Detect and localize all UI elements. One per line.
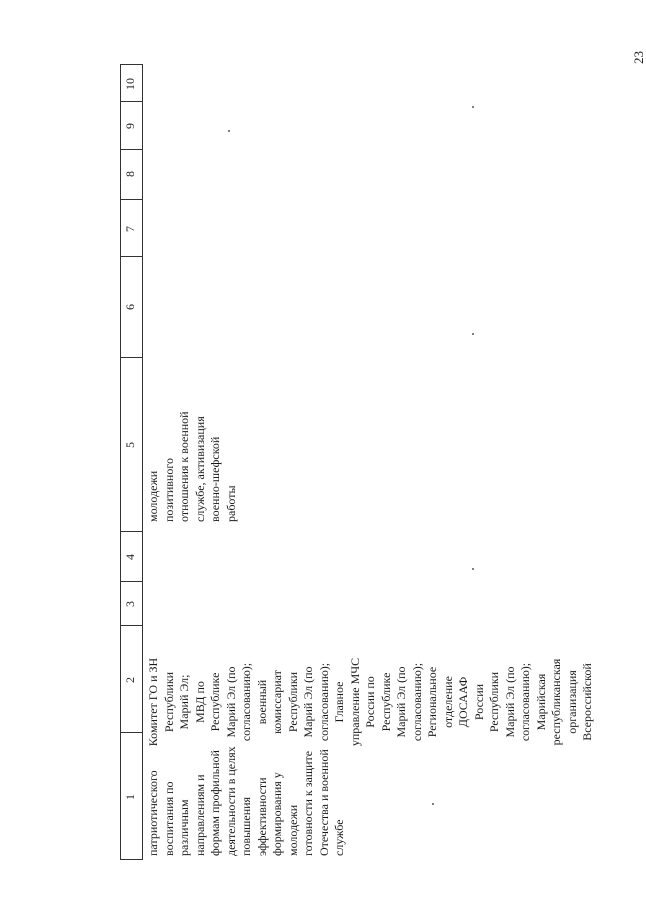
scan-dot [472,333,474,335]
col-sep [120,357,142,358]
header-cell: 3 [123,601,137,607]
cell-line: Всероссийской [580,663,594,741]
page-number: 23 [631,51,646,64]
cell-line: республиканская [549,658,563,746]
cell-line: отношения к военной [177,411,191,522]
col-sep [120,149,142,150]
col-sep [120,625,142,626]
scan-dot [472,106,474,108]
cell-line: МВД по [192,681,207,723]
cell-col2 [146,642,596,762]
header-cell: 5 [123,442,137,448]
cell-line: молодежи [285,804,300,856]
cell-line: Марий Эл (по [301,666,315,738]
table-top-rule [120,64,121,860]
scan-dot [228,130,230,132]
col-sep [120,732,142,733]
cell-line: службе, активизация [192,416,207,522]
header-cell: 4 [123,554,137,560]
cell-line: военный [254,679,269,725]
cell-line: Марийская [533,673,548,731]
cell-line: Марий Эл (по [394,666,408,738]
cell-line: Главное [332,681,346,723]
cell-line: Республики [487,671,501,733]
cell-col5 [146,362,239,522]
cell-line: Отечества и военной [316,749,331,856]
cell-line: формирования у [270,772,284,856]
col-sep [120,101,142,102]
header-cell: 6 [123,304,137,310]
cell-line: России [471,683,486,721]
cell-line: согласованию); [316,662,331,742]
header-cell: 10 [123,78,137,90]
header-cell: 8 [123,171,137,177]
cell-line: Комитет ГО и ЗН [146,657,160,747]
cell-line: различным [177,799,191,856]
cell-line: организация [564,670,579,734]
cell-line: готовности к защите [301,750,315,856]
cell-line: управление МЧС [347,657,362,747]
col-sep [120,859,142,860]
col-sep [120,64,142,65]
header-cell: 2 [123,677,137,683]
cell-line: Республике [208,672,222,732]
col-sep [120,199,142,200]
cell-line: службе [332,819,346,856]
header-cell: 7 [123,226,137,232]
cell-line: формам профильной [208,750,222,856]
cell-line: работы [223,485,238,522]
cell-line: согласованию); [409,662,424,742]
cell-line: эффективности [254,777,269,856]
cell-line: Региональное [425,666,439,738]
cell-line: отделение [440,676,455,728]
cell-line: Марий Эл; [177,674,191,730]
cell-line: Республики [161,671,176,733]
header-cell: 1 [123,794,137,800]
scan-dot [432,803,434,805]
cell-line: повышения [239,796,253,856]
cell-line: молодежи [146,470,160,522]
header-bottom-rule [142,64,143,860]
cell-line: Марий Эл (по [502,666,517,738]
cell-line: направлениям и [192,774,207,856]
cell-line: комиссариат [270,670,284,734]
cell-line: позитивного [161,458,176,522]
scan-dot [472,568,474,570]
cell-line: патриотического [146,770,160,856]
cell-line: Республике [378,672,393,732]
cell-line: ДОСААФ [456,676,470,728]
cell-line: Марий Эл (по [223,666,238,738]
header-cell: 9 [123,123,137,129]
cell-line: военно-шефской [208,436,222,522]
col-sep [120,531,142,532]
cell-line: Республики [285,671,300,733]
cell-line: деятельности в целях [223,746,238,856]
cell-line: России по [363,676,377,728]
col-sep [120,256,142,257]
col-sep [120,581,142,582]
cell-line: согласованию); [518,662,532,742]
cell-line: воспитания по [161,781,176,856]
cell-line: согласованию); [239,662,253,742]
